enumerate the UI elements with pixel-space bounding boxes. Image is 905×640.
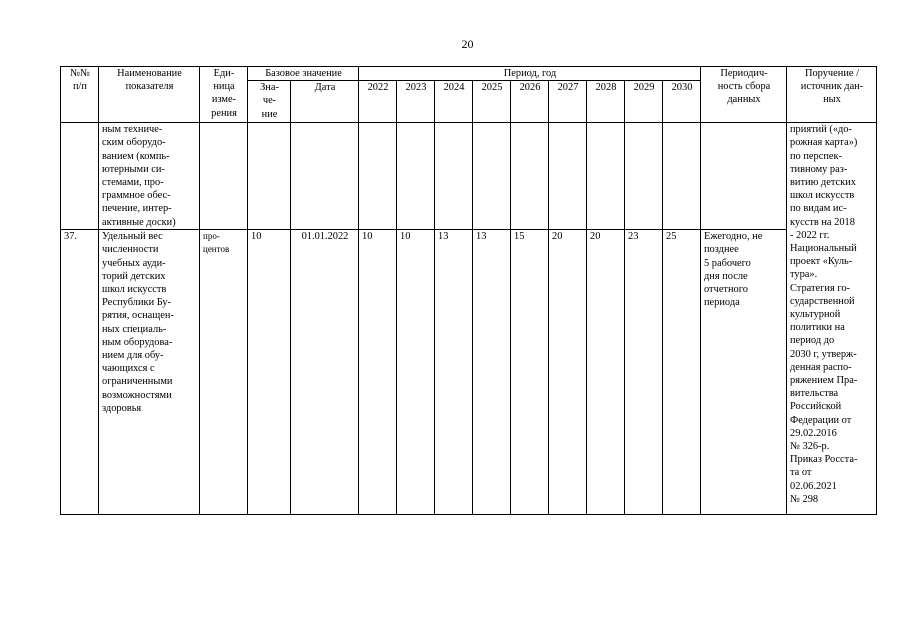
base-value-cell: 10 (248, 230, 291, 515)
header-year: 2030 (663, 81, 701, 123)
header-name: Наименование показателя (99, 67, 200, 123)
header-frequency: Периодич- ность сбора данных (701, 67, 787, 123)
cell (291, 123, 359, 230)
header-base-date: Дата (291, 81, 359, 123)
year-value-cell: 15 (511, 230, 549, 515)
header-year: 2026 (511, 81, 549, 123)
year-value-cell: 10 (359, 230, 397, 515)
table-row-continued (61, 123, 877, 230)
cell (435, 123, 473, 230)
frequency-cell: Ежегодно, не позднее 5 рабочего дня после отчетного периода (701, 230, 787, 515)
header-year: 2029 (625, 81, 663, 123)
cell (625, 123, 663, 230)
header-source: Поручение / источник дан- ных (787, 67, 877, 123)
header-num: №№ п/п (61, 67, 99, 123)
year-value-cell: 13 (473, 230, 511, 515)
indicators-table (60, 66, 877, 515)
row-num: 37. (61, 230, 99, 515)
table-row-37 (61, 230, 877, 515)
header-year: 2027 (549, 81, 587, 123)
year-value-cell: 13 (435, 230, 473, 515)
year-value-cell: 20 (587, 230, 625, 515)
cell (61, 123, 99, 230)
cell (511, 123, 549, 230)
year-value-cell: 20 (549, 230, 587, 515)
source-cell: приятий («до- рожная карта») по перспек- тивному раз- витию детских школ искусств по видам ис- кусств на 2018 - 2022 гг. Национальный проект «Куль- тура». Стратегия го- сударственной культурной политики на период до 2030 г, утверж- денная распо- ряжением Пра- вительства Российской Федерации от 29.02.2016 № 326-р. Приказ Росста- та от 02.06.2021 № 298 (787, 123, 877, 515)
cell (473, 123, 511, 230)
cell (663, 123, 701, 230)
cell (701, 123, 787, 230)
header-year: 2022 (359, 81, 397, 123)
cell (587, 123, 625, 230)
header-unit: Еди- ница изме- рения (200, 67, 248, 123)
year-value-cell: 25 (663, 230, 701, 515)
header-year: 2028 (587, 81, 625, 123)
header-year: 2023 (397, 81, 435, 123)
year-value-cell: 23 (625, 230, 663, 515)
header-base-value: Зна- че- ние (248, 81, 291, 123)
page-number: 20 (461, 37, 474, 51)
cell (359, 123, 397, 230)
indicator-name-continued: ным техниче- ским оборудо- ванием (компь- ютерными си- стемами, про- граммное обес- печение, интер- активные доски) (99, 123, 200, 230)
header-year: 2024 (435, 81, 473, 123)
base-date-cell: 01.01.2022 (291, 230, 359, 515)
cell (549, 123, 587, 230)
cell (200, 123, 248, 230)
header-period: Период, год (359, 67, 701, 81)
cell (248, 123, 291, 230)
header-base: Базовое значение (248, 67, 359, 81)
indicator-name: Удельный вес численности учебных ауди- торий детских школ искусств Республики Бу- рятия, оснащен- ных специаль- ным оборудова- нием для обу- чающихся с ограниченными возможностями здоровья (99, 230, 200, 515)
header-year: 2025 (473, 81, 511, 123)
year-value-cell: 10 (397, 230, 435, 515)
cell (397, 123, 435, 230)
unit-cell: про- центов (200, 230, 248, 515)
